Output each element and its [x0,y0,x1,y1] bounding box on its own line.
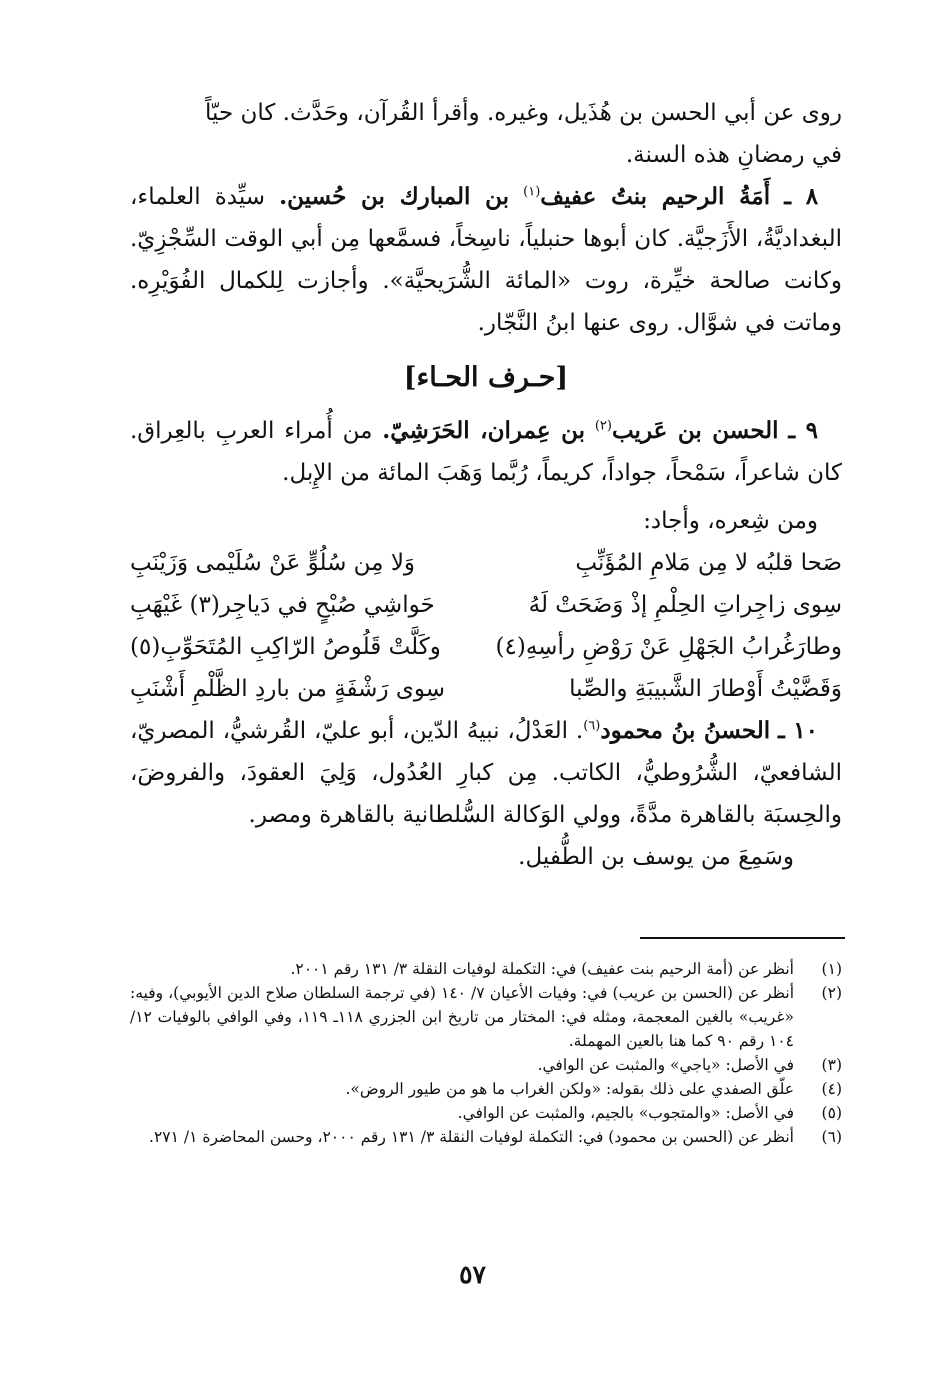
entry-9-name-cont: بن عِمران، الحَرَشِيّ. [382,417,586,444]
footnote-text: في الأصل: «والمتجوب» بالجيم، والمثبت عن الوافي. [457,1104,794,1122]
poem [130,542,842,710]
footnote [130,1101,842,1125]
footnote-text: أنظر عن (أمة الرحيم بنت عفيف) في: التكملة لوفيات النقلة ٣/ ١٣١ رقم ٢٠٠١. [290,960,794,978]
footnote-text: في الأصل: «ياجي» والمثبت عن الوافي. [537,1056,794,1074]
verse-hemistich-2: سِوى رَشْفَةٍ من باردِ الظَّلْمِ أَشْنَبِ [130,676,446,702]
footnote-text: أنظر عن (الحسن بن عريب) في: وفيات الأعيان ٧/ ١٤٠ (في ترجمة السلطان صلاح الدين الأيوبي)، وفيه: «غريب» بالغين المعجمة، ومثله في: المختار من تاريخ ابن الجزري ١١٨ـ ١١٩، وفي الوافي بالوفيات ١٢/ ١٠٤ رقم ٩٠ كما هنا بالعين المهملة. [130,984,794,1050]
footnotes [130,957,842,1149]
intro-paragraph [130,92,842,176]
entry-10-number: ١٠ ـ [778,717,818,744]
verse-hemistich-1: صَحا قلبُه لا مِن مَلامِ المُؤَنِّبِ [575,550,842,576]
footnote [130,981,842,1053]
main-text [130,92,842,878]
entry-8-name-cont: بن المبارك بن حُسين. [279,183,510,210]
footnote-number: (٤) [821,1080,842,1098]
verse-line [130,584,842,626]
footnote [130,1125,842,1149]
section-title: [حـرف الحـاء] [403,362,569,393]
footnote-number: (٦) [821,1128,842,1146]
entry-9-text: من أُمراء العربِ بالعِراق. كان شاعراً، سَمْحاً، جواداً، كريماً، رُبَّما وَهَبَ المائة من الإِبل. [130,418,842,486]
verse-hemistich-1: سِوى زاجِراتِ الحِلْمِ إذْ وَضَحَتْ لَهُ [528,592,842,618]
verse-line [130,626,842,668]
verse-hemistich-1: وطارَغُرابُ الجَهْلِ عَنْ رَوْضِ رأسِهِ(٤) [495,634,842,660]
intro-line-2: في رمضانِ هذه السنة. [625,142,842,168]
footnote [130,1077,842,1101]
footnote [130,1053,842,1077]
entry-9 [130,410,842,494]
poem-intro: ومن شِعره، وأجاد: [643,508,818,534]
footnote-ref-1[interactable]: (١) [523,184,541,200]
entry-10-text-2: وسَمِعَ من يوسف بن الطُّفيل. [518,844,794,870]
entry-8-name: أَمَةُ الرحيم بنتُ عفيف [540,183,771,210]
entry-9-number: ٩ ـ [788,417,818,444]
footnote [130,957,842,981]
footnote-ref-6[interactable]: (٦) [583,718,601,734]
footnote-number: (١) [821,960,842,978]
verse-hemistich-2: وكَلَّتْ قَلُوصُ الرّاكِبِ المُتَحَوِّبِ(٥) [130,634,441,660]
footnote-number: (٣) [821,1056,842,1074]
verse-hemistich-2: حَواشِي صُبْحٍ في دَياجِر(٣) غَيْهَبِ [130,592,435,618]
footnote-text: أنظر عن (الحسن بن محمود) في: التكملة لوفيات النقلة ٣/ ١٣١ رقم ٢٠٠٠، وحسن المحاضرة ١/ ٢٧١. [149,1128,794,1146]
page-number: ٥٧ [459,1260,486,1289]
entry-10 [130,710,842,836]
verse-line [130,542,842,584]
entry-8-text: سيِّدة العلماء، البغداديَّةُ، الأَزَجيَّة. كان أبوها حنبلياً، ناسِخاً، فسمَّعها مِن أبي الوقت السِّجْزِيّ. وكانت صالحة خيِّرة، روت «المائة الشُّرَيحيَّة». وأجازت لِلكمال الفُوَيْرِه. وماتت في شوَّال. روى عنها ابنُ النَّجّار. [130,184,842,336]
entry-10-text: . العَدْلُ، نبيهُ الدّين، أبو عليّ، القُرشيُّ، المصريّ، الشافعيّ، الشُّرُوطيُّ، الكاتب. مِن كبارِ العُدُول، وَلِيَ العقودَ، والفروضَ، والحِسبَة بالقاهرة مدَّةً، وولي الوَكالة السُّلطانية بالقاهرة ومصر. [130,718,842,828]
footnote-divider [640,937,845,939]
footnote-ref-2[interactable]: (٢) [594,418,612,434]
verse-line [130,668,842,710]
entry-10-name: الحسنُ بنُ محمود [600,717,771,744]
footnote-text: علّق الصفدي على ذلك بقوله: «ولكن الغراب ما هو من طيور الروض». [345,1080,794,1098]
entry-8-number: ٨ ـ [784,183,819,210]
verse-hemistich-2: وَلا مِن سُلُوٍّ عَنْ سُلَيْمى وَزَيْنَبِ [130,550,416,576]
intro-line-1: روى عن أبي الحسن بن هُذَيل، وغيره. وأقرأ القُرآن، وحَدَّث. كان حيّاً [205,100,842,126]
verse-hemistich-1: وَقَضَّيْتُ أَوْطارَ الشَّبيبَةِ والصِّبا [569,676,842,702]
entry-9-name: الحسن بن عَريب [611,417,779,444]
entry-8 [130,176,842,344]
footnote-number: (٢) [821,984,842,1002]
footnote-number: (٥) [821,1104,842,1122]
